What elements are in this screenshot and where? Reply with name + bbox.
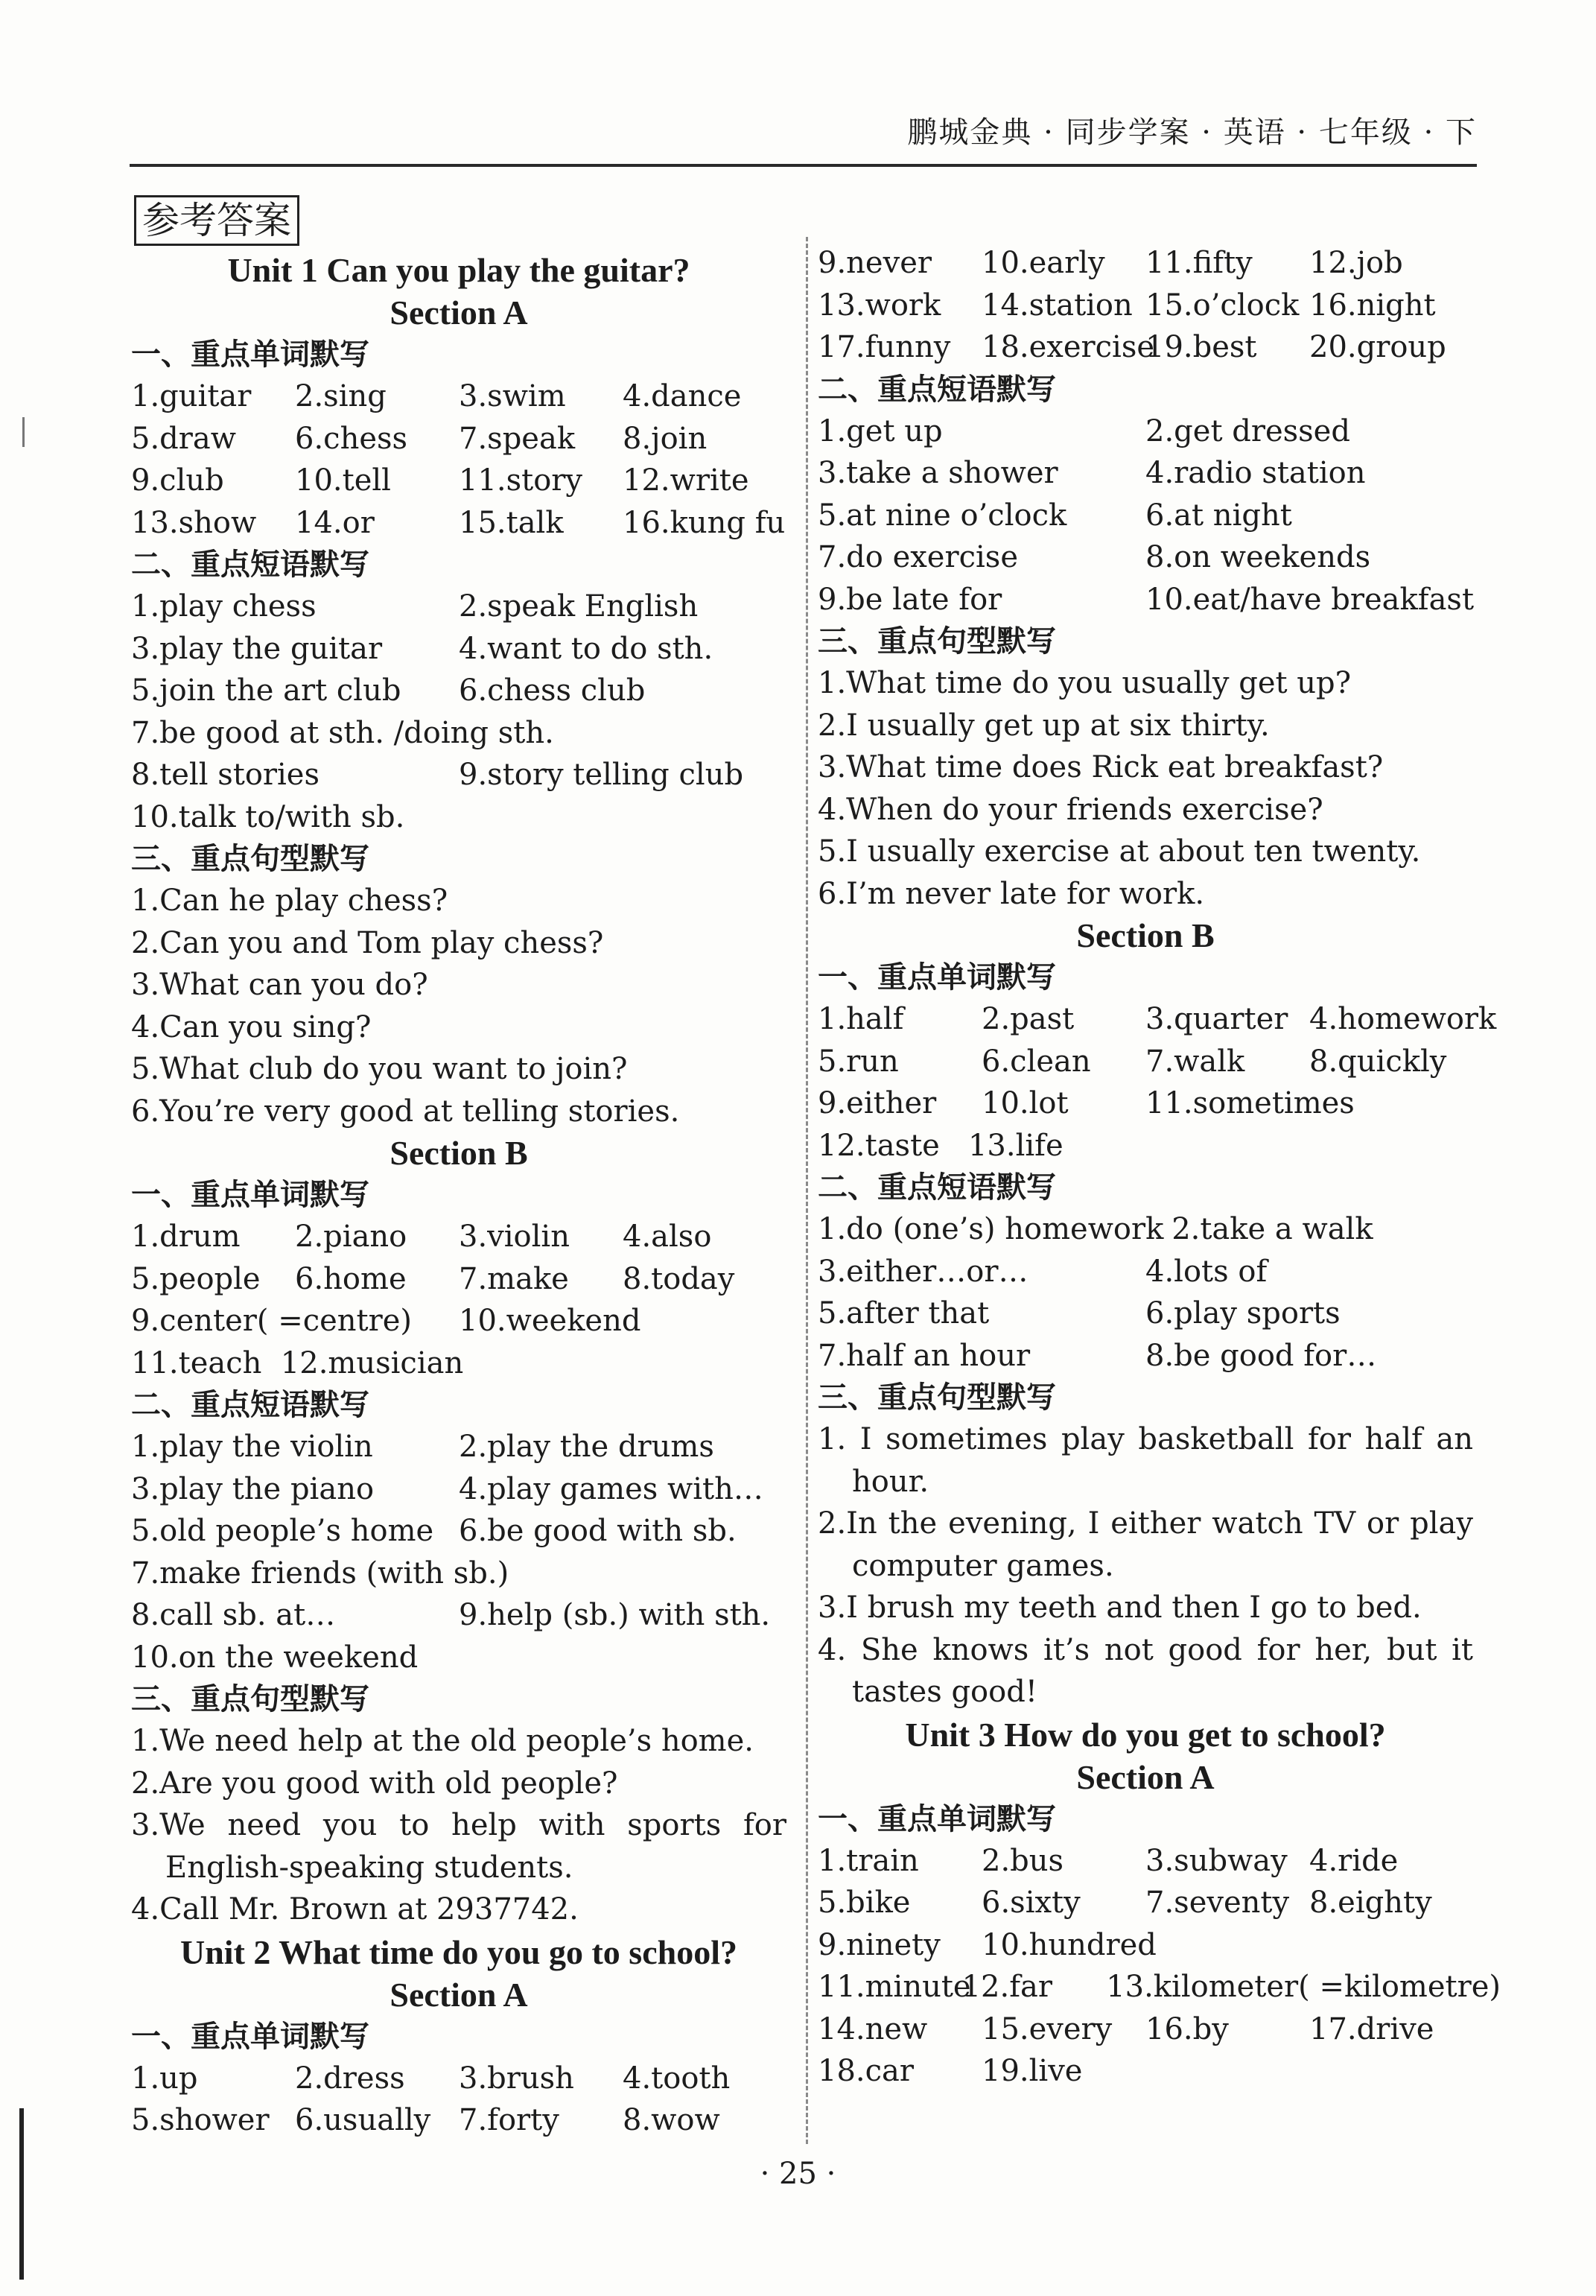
phrase-item: 6.at night [1145, 498, 1292, 533]
vocab-item: 12.job [1309, 246, 1403, 280]
phrase-item: 5.old people’s home [131, 1514, 434, 1548]
vocab-item: 5.draw [131, 421, 236, 456]
phrase-item: 7.do exercise [818, 540, 1018, 574]
vocab-row [131, 1300, 786, 1342]
vocab-item: 11.story [459, 463, 583, 498]
unit3-title: Unit 3 How do you get to school? [905, 1715, 1386, 1754]
vocab-item: 10.weekend [459, 1304, 641, 1338]
page-number: · 25 · [760, 2157, 836, 2191]
phrase-row [131, 1510, 786, 1553]
phrase-item: 3.either…or… [818, 1254, 1029, 1289]
vocab-item: 11.sometimes [1145, 1086, 1355, 1120]
phrase-item: 8.call sb. at… [131, 1598, 336, 1632]
vocab-row [818, 1966, 1501, 2008]
vocab-item: 6.home [295, 1261, 407, 1296]
vocab-row [818, 2008, 1473, 2051]
phrase-row [818, 579, 1473, 621]
phrase-row [131, 1468, 786, 1511]
vocab-row [818, 1840, 1473, 1883]
phrase-item: 2.take a walk [1171, 1212, 1373, 1246]
phrase-row [131, 628, 786, 670]
vocab-row [818, 1882, 1473, 1924]
vocab-row [818, 1041, 1473, 1083]
phrase-heading: 二、重点短语默写 [818, 372, 1056, 407]
page-header [130, 104, 1477, 167]
phrase-item: 1.play chess [131, 589, 317, 624]
vocab-item: 17.funny [818, 330, 951, 364]
vocab-item: 10.early [982, 246, 1105, 280]
phrase-item: 10.eat/have breakfast [1145, 582, 1475, 617]
phrase-item: 6.chess club [459, 673, 646, 708]
sentence-item: 6.You’re very good at telling stories. [131, 1094, 680, 1129]
phrase-item: 4.play games with… [459, 1471, 763, 1506]
vocab-row [818, 242, 1473, 285]
phrase-heading: 二、重点短语默写 [131, 548, 369, 582]
phrase-item: 2.get dressed [1145, 413, 1350, 448]
vocab-row [818, 1082, 1473, 1125]
vocab-item: 10.lot [982, 1086, 1069, 1120]
vocab-row [131, 1216, 786, 1258]
vocab-item: 7.make [459, 1261, 569, 1296]
vocab-item: 4.homework [1309, 1002, 1497, 1036]
vocab-item: 9.club [131, 463, 224, 498]
phrase-item: 7.half an hour [818, 1338, 1031, 1373]
vocab-item: 3.subway [1145, 1843, 1288, 1878]
phrase-row [818, 410, 1473, 453]
sentence-item: 2.In the evening, I either watch TV or play computer games. [818, 1506, 1473, 1583]
vocab-row [818, 2050, 1473, 2093]
unit2-section-a-title: Section A [390, 1975, 528, 2014]
vocab-item: 8.quickly [1309, 1044, 1447, 1079]
phrase-item: 9.be late for [818, 582, 1002, 617]
vocab-item: 9.never [818, 246, 932, 280]
sentence-item: 1.What time do you usually get up? [818, 666, 1352, 700]
vocab-item: 6.clean [982, 1044, 1091, 1079]
vocab-item: 11.minute [818, 1970, 971, 2004]
vocab-item: 4.dance [623, 379, 742, 413]
sentence-item: 3.What can you do? [131, 968, 428, 1002]
sentence-item: 2.Are you good with old people? [131, 1766, 618, 1801]
vocab-item: 3.quarter [1145, 1002, 1288, 1036]
vocab-item: 15.every [982, 2011, 1113, 2046]
column-divider [806, 237, 808, 2144]
vocab-item: 2.dress [295, 2061, 405, 2096]
vocab-list [131, 375, 786, 544]
vocab-item: 13.work [818, 288, 941, 323]
answer-key-label: 参考答案 [134, 195, 299, 246]
vocab-row [131, 460, 786, 502]
vocab-row [131, 502, 786, 545]
vocab-row [818, 998, 1497, 1041]
vocab-item: 2.sing [295, 379, 387, 413]
right-column [818, 242, 1501, 2093]
binding-mark [22, 417, 25, 447]
phrase-item: 6.play sports [1145, 1296, 1341, 1331]
phrase-row [818, 536, 1473, 579]
vocab-row [131, 418, 786, 460]
phrase-item: 2.play the drums [459, 1430, 714, 1464]
vocab-item: 18.car [818, 2054, 914, 2088]
vocab-row [131, 1258, 786, 1301]
vocab-item: 4.also [623, 1220, 712, 1254]
sentence-item: 4.Call Mr. Brown at 2937742. [131, 1892, 579, 1926]
left-column [131, 195, 786, 2142]
vocab-item: 1.train [818, 1843, 919, 1878]
vocab-item: 19.best [1145, 330, 1257, 364]
phrase-item: 10.on the weekend [131, 1640, 419, 1675]
phrase-row [818, 452, 1473, 495]
phrase-item: 3.play the guitar [131, 631, 383, 666]
vocab-item: 7.seventy [1145, 1886, 1290, 1920]
phrase-heading: 二、重点短语默写 [131, 1388, 369, 1422]
vocab-item: 1.drum [131, 1220, 241, 1254]
phrase-item: 1.do (one’s) homework [818, 1212, 1164, 1246]
vocab-item: 1.up [131, 2061, 198, 2096]
vocab-item: 11.teach 12.musician [131, 1345, 464, 1380]
vocab-item: 8.eighty [1309, 1886, 1432, 1920]
unit1-section-b-title: Section B [390, 1134, 528, 1172]
vocab-item: 9.ninety [818, 1927, 941, 1962]
phrase-item: 1.get up [818, 413, 943, 448]
vocab-item: 5.shower [131, 2103, 270, 2137]
phrase-item: 5.at nine o’clock [818, 498, 1067, 533]
vocab-item: 13.kilometer( =kilometre) [1106, 1970, 1501, 2004]
vocab-item: 15.talk [459, 505, 564, 540]
vocab-row [131, 2058, 786, 2100]
phrase-item: 8.tell stories [131, 758, 320, 792]
phrase-item: 6.be good with sb. [459, 1514, 737, 1548]
vocab-item: 2.past [982, 1002, 1075, 1036]
vocab-item: 16.kung fu [623, 505, 786, 540]
phrase-item: 3.take a shower [818, 456, 1058, 490]
vocab-item: 8.join [623, 421, 708, 456]
vocab-item: 18.exercise [982, 330, 1155, 364]
sentence-heading: 三、重点句型默写 [131, 1682, 369, 1716]
vocab-item: 8.today [623, 1261, 735, 1296]
vocab-item: 4.tooth [623, 2061, 731, 2096]
vocab-item: 6.sixty [982, 1886, 1081, 1920]
phrase-item: 5.join the art club [131, 673, 401, 708]
vocab-heading: 一、重点单词默写 [131, 2019, 369, 2054]
vocab-item: 1.guitar [131, 379, 252, 413]
unit1-section-a-title: Section A [390, 294, 528, 332]
vocab-item: 15.o’clock [1145, 288, 1300, 323]
header-title: 鹏城金典 · 同步学案 · 英语 · 七年级 · 下 [907, 115, 1477, 150]
sentence-item: 1. I sometimes play basketball for half an hour. [818, 1422, 1473, 1499]
vocab-item: 20.group [1309, 330, 1446, 364]
vocab-row [818, 1924, 1473, 1967]
vocab-item: 16.by [1145, 2011, 1229, 2046]
vocab-item: 17.drive [1309, 2011, 1434, 2046]
sentence-item: 3.We need you to help with sports for English-speaking students. [131, 1808, 786, 1885]
vocab-item: 10.tell [295, 463, 391, 498]
vocab-item: 11.fifty [1145, 246, 1253, 280]
vocab-item: 14.station [982, 288, 1133, 323]
vocab-row [818, 285, 1473, 327]
vocab-heading: 一、重点单词默写 [131, 337, 369, 372]
phrase-item: 5.after that [818, 1296, 990, 1331]
vocab-item: 2.bus [982, 1843, 1064, 1878]
phrase-row [818, 1293, 1473, 1335]
vocab-item: 7.speak [459, 421, 576, 456]
binding-edge [19, 2108, 24, 2280]
phrase-item: 7.make friends (with sb.) [131, 1555, 509, 1591]
phrase-row [131, 754, 786, 796]
sentence-item: 4. She knows it’s not good for her, but it tastes good! [818, 1632, 1473, 1709]
vocab-item: 9.either [818, 1086, 937, 1120]
sentence-item: 6.I’m never late for work. [818, 876, 1205, 911]
vocab-item: 3.swim [459, 379, 566, 413]
vocab-item: 12.far [961, 1970, 1052, 2004]
unit3-section-a-title: Section A [1076, 1757, 1215, 1796]
vocab-item: 5.run [818, 1044, 899, 1079]
vocab-item: 19.live [982, 2054, 1083, 2088]
vocab-item: 4.ride [1309, 1843, 1399, 1878]
vocab-item: 5.people [131, 1261, 261, 1296]
vocab-item: 7.forty [459, 2103, 559, 2137]
vocab-item: 16.night [1309, 288, 1436, 323]
phrase-item: 1.play the violin [131, 1430, 373, 1464]
phrase-item: 2.speak English [459, 589, 699, 624]
vocab-item: 12.write [623, 463, 749, 498]
vocab-item: 9.center( =centre) [131, 1304, 413, 1338]
phrase-heading: 二、重点短语默写 [818, 1170, 1056, 1205]
vocab-item: 3.brush [459, 2061, 574, 2096]
vocab-heading: 一、重点单词默写 [818, 960, 1056, 995]
sentence-item: 4.When do your friends exercise? [818, 792, 1323, 827]
vocab-item: 6.usually [295, 2103, 431, 2137]
phrase-row [131, 1426, 786, 1468]
vocab-row [818, 326, 1473, 369]
phrase-row [818, 1251, 1473, 1293]
vocab-item: 3.violin [459, 1220, 570, 1254]
vocab-item: 2.piano [295, 1220, 407, 1254]
phrase-item: 4.radio station [1145, 456, 1366, 490]
unit1-title: Unit 1 Can you play the guitar? [227, 251, 690, 289]
phrase-row [131, 670, 786, 712]
unit2-section-b-title: Section B [1076, 916, 1215, 954]
phrase-item: 4.lots of [1145, 1254, 1268, 1289]
phrase-row [818, 495, 1473, 537]
phrase-item: 8.be good for… [1145, 1338, 1377, 1373]
vocab-item: 14.new [818, 2011, 928, 2046]
phrase-item: 9.story telling club [459, 758, 744, 792]
sentence-heading: 三、重点句型默写 [131, 842, 369, 876]
phrase-row [131, 586, 786, 628]
vocab-item: 7.walk [1145, 1044, 1245, 1079]
sentence-item: 1.Can he play chess? [131, 884, 448, 918]
sentence-item: 1.We need help at the old people’s home. [131, 1724, 754, 1758]
sentence-heading: 三、重点句型默写 [818, 624, 1056, 659]
vocab-item: 14.or [295, 505, 375, 540]
vocab-item: 13.show [131, 505, 257, 540]
phrase-row [131, 1594, 786, 1637]
vocab-row [131, 375, 786, 418]
phrase-row [818, 1208, 1473, 1251]
vocab-item: 8.wow [623, 2103, 720, 2137]
vocab-heading: 一、重点单词默写 [131, 1178, 369, 1212]
phrase-item: 8.on weekends [1145, 540, 1371, 574]
unit2-title: Unit 2 What time do you go to school? [180, 1932, 737, 1971]
vocab-item: 12.taste 13.life [818, 1128, 1064, 1163]
phrase-item: 10.talk to/with sb. [131, 799, 405, 834]
sentence-item: 2.Can you and Tom play chess? [131, 925, 604, 960]
sentence-item: 3.I brush my teeth and then I go to bed. [818, 1591, 1422, 1625]
sentence-item: 3.What time does Rick eat breakfast? [818, 750, 1384, 784]
sentence-item: 5.What club do you want to join? [131, 1052, 628, 1086]
vocab-row [131, 2099, 786, 2142]
phrase-item: 7.be good at sth. /doing sth. [131, 715, 554, 750]
vocab-heading: 一、重点单词默写 [818, 1801, 1056, 1836]
vocab-item: 6.chess [295, 421, 408, 456]
sentence-item: 2.I usually get up at six thirty. [818, 708, 1270, 743]
vocab-item: 1.half [818, 1002, 904, 1036]
vocab-item: 10.hundred [982, 1927, 1157, 1962]
sentence-item: 4.Can you sing? [131, 1009, 372, 1044]
vocab-item: 5.bike [818, 1886, 911, 1920]
phrase-item: 3.play the piano [131, 1471, 375, 1506]
sentence-heading: 三、重点句型默写 [818, 1380, 1056, 1415]
phrase-item: 9.help (sb.) with sth. [459, 1598, 771, 1632]
phrase-row [818, 1335, 1473, 1377]
phrase-item: 4.want to do sth. [459, 631, 713, 666]
sentence-item: 5.I usually exercise at about ten twenty. [818, 834, 1421, 869]
